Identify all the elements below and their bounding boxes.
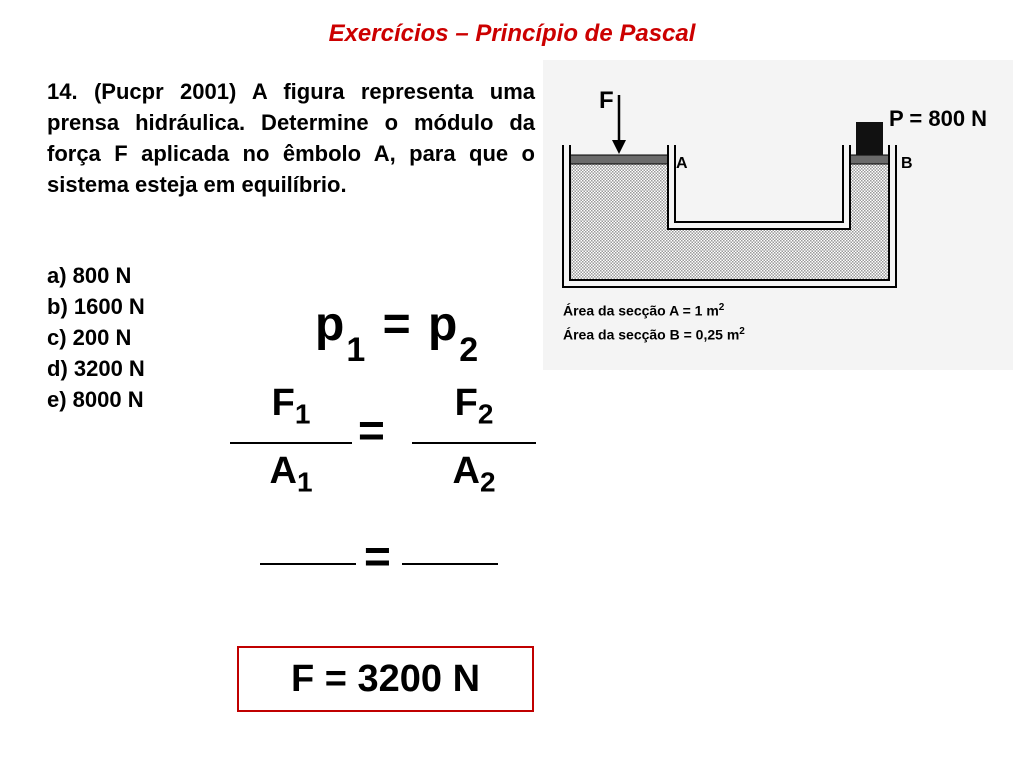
fraction-equals: =: [358, 404, 385, 456]
answer-box: F = 3200 N: [237, 646, 534, 712]
question-text: 14. (Pucpr 2001) A figura representa uma prensa hidráulica. Determine o módulo da força F aplicada no êmbolo A, para que o sistema esteja em equilíbrio.: [47, 79, 535, 197]
blank-right: [402, 563, 498, 565]
formula-block: [220, 285, 550, 505]
piston-a-label: A: [676, 155, 688, 172]
piston-b: [850, 155, 889, 164]
hydraulic-press-diagram: [543, 60, 1013, 300]
force-arrowhead: [612, 140, 626, 154]
page-title: Exercícios – Princípio de Pascal: [328, 20, 696, 47]
weight-block: [856, 122, 883, 155]
weight-label: P = 800 N: [889, 106, 988, 131]
caption-area-a: Área da secção A = 1 $m^2$: [563, 302, 725, 319]
option-c: c) 200 N: [47, 325, 132, 350]
option-b: b) 1600 N: [47, 294, 145, 319]
option-d: d) 3200 N: [47, 356, 145, 381]
pressure-equation: $p_1 = p_2$: [315, 298, 481, 369]
fraction-f1-a1: $F_1$ $A_1$: [230, 378, 352, 507]
blank-equation: [260, 530, 500, 582]
hydraulic-press-figure: [543, 60, 1013, 370]
caption-area-b: Área da secção B = 0,25 $m^2$: [563, 326, 745, 343]
option-e: e) 8000 N: [47, 387, 144, 412]
blank-left: [260, 563, 356, 565]
force-label: F: [599, 87, 614, 114]
piston-b-label: B: [901, 155, 913, 172]
blank-equals: =: [364, 530, 391, 582]
option-a: a) 800 N: [47, 263, 132, 288]
piston-a: [570, 155, 668, 164]
fraction-f2-a2: $F_2$ $A_2$: [412, 378, 536, 507]
answer-options: [47, 260, 145, 415]
